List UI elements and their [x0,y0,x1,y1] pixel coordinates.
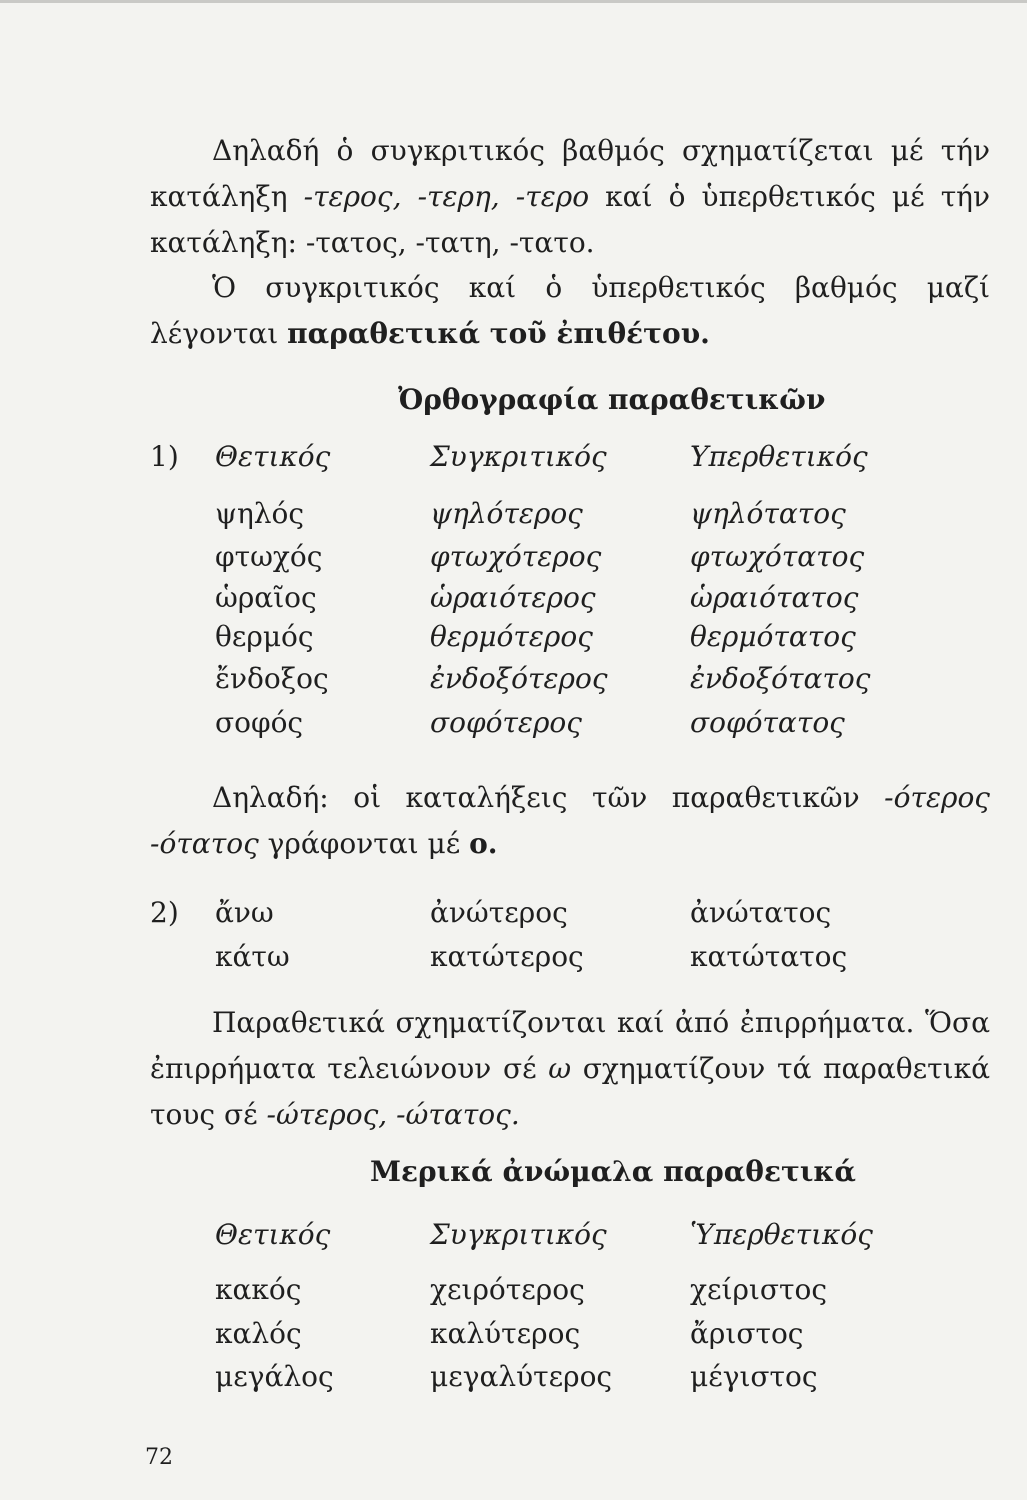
paragraph-ending-spelling: Δηλαδή: οἱ καταλήξεις τῶν παραθετικῶν -ότερος -ότατος γράφονται μέ ο. [150,781,990,860]
paragraph-comparative-endings: Δηλαδή ὁ συγκριτικός βαθμός σχηματίζεται μέ τήν κατάληξη -τερος, -τερη, -τερο καί ὁ ὑπερθετικός μέ τήν κατάληξη: -τατος, -τατη, -τατο. [150,134,990,259]
section-title-orthography: Ὀρθογραφία παραθετικῶν [398,383,826,416]
table-row: σοφός σοφότερος σοφότατος [215,706,845,739]
table-row: 2) ἄνω ἀνώτερος ἀνώτατος [150,896,832,929]
table-row: θερμός θερμότερος θερμότατος [215,620,856,653]
table-row: μεγάλος μεγαλύτερος μέγιστος [215,1360,818,1393]
table-row: φτωχός φτωχότερος φτωχότατος [215,540,865,573]
scan-edge [0,0,1027,3]
section-title-irregular: Μερικά ἀνώμαλα παραθετικά [370,1155,856,1188]
table-row: ἔνδοξος ἐνδοξότερος ἐνδοξότατος [215,662,871,695]
table-row: καλός καλύτερος ἄριστος [215,1317,804,1350]
table-row: ὡραῖος ὡραιότερος ὡραιότατος [215,581,859,614]
page-number: 72 [145,1445,173,1470]
paragraph-adverb-comparatives: Παραθετικά σχηματίζονται καί ἀπό ἐπιρρήματα. Ὅσα ἐπιρρήματα τελειώνουν σέ ω σχηματίζουν τά παραθετικά τους σέ -ώτερος, -ώτατος. [150,1006,990,1131]
table-row: ψηλός ψηλότερος ψηλότατος [215,497,846,530]
table-header-row: Θετικός Συγκριτικός Ὑπερθετικός [215,1218,873,1251]
table-header-row: 1) Θετικός Συγκριτικός Υπερθετικός [150,440,868,473]
table-row: κάτω κατώτερος κατώτατος [215,940,848,973]
paragraph-paratheta-definition: Ὁ συγκριτικός καί ὁ ὑπερθετικός βαθμός μαζί λέγονται παραθετικά τοῦ ἐπιθέτου. [150,271,990,350]
table-row: κακός χειρότερος χείριστος [215,1273,828,1306]
